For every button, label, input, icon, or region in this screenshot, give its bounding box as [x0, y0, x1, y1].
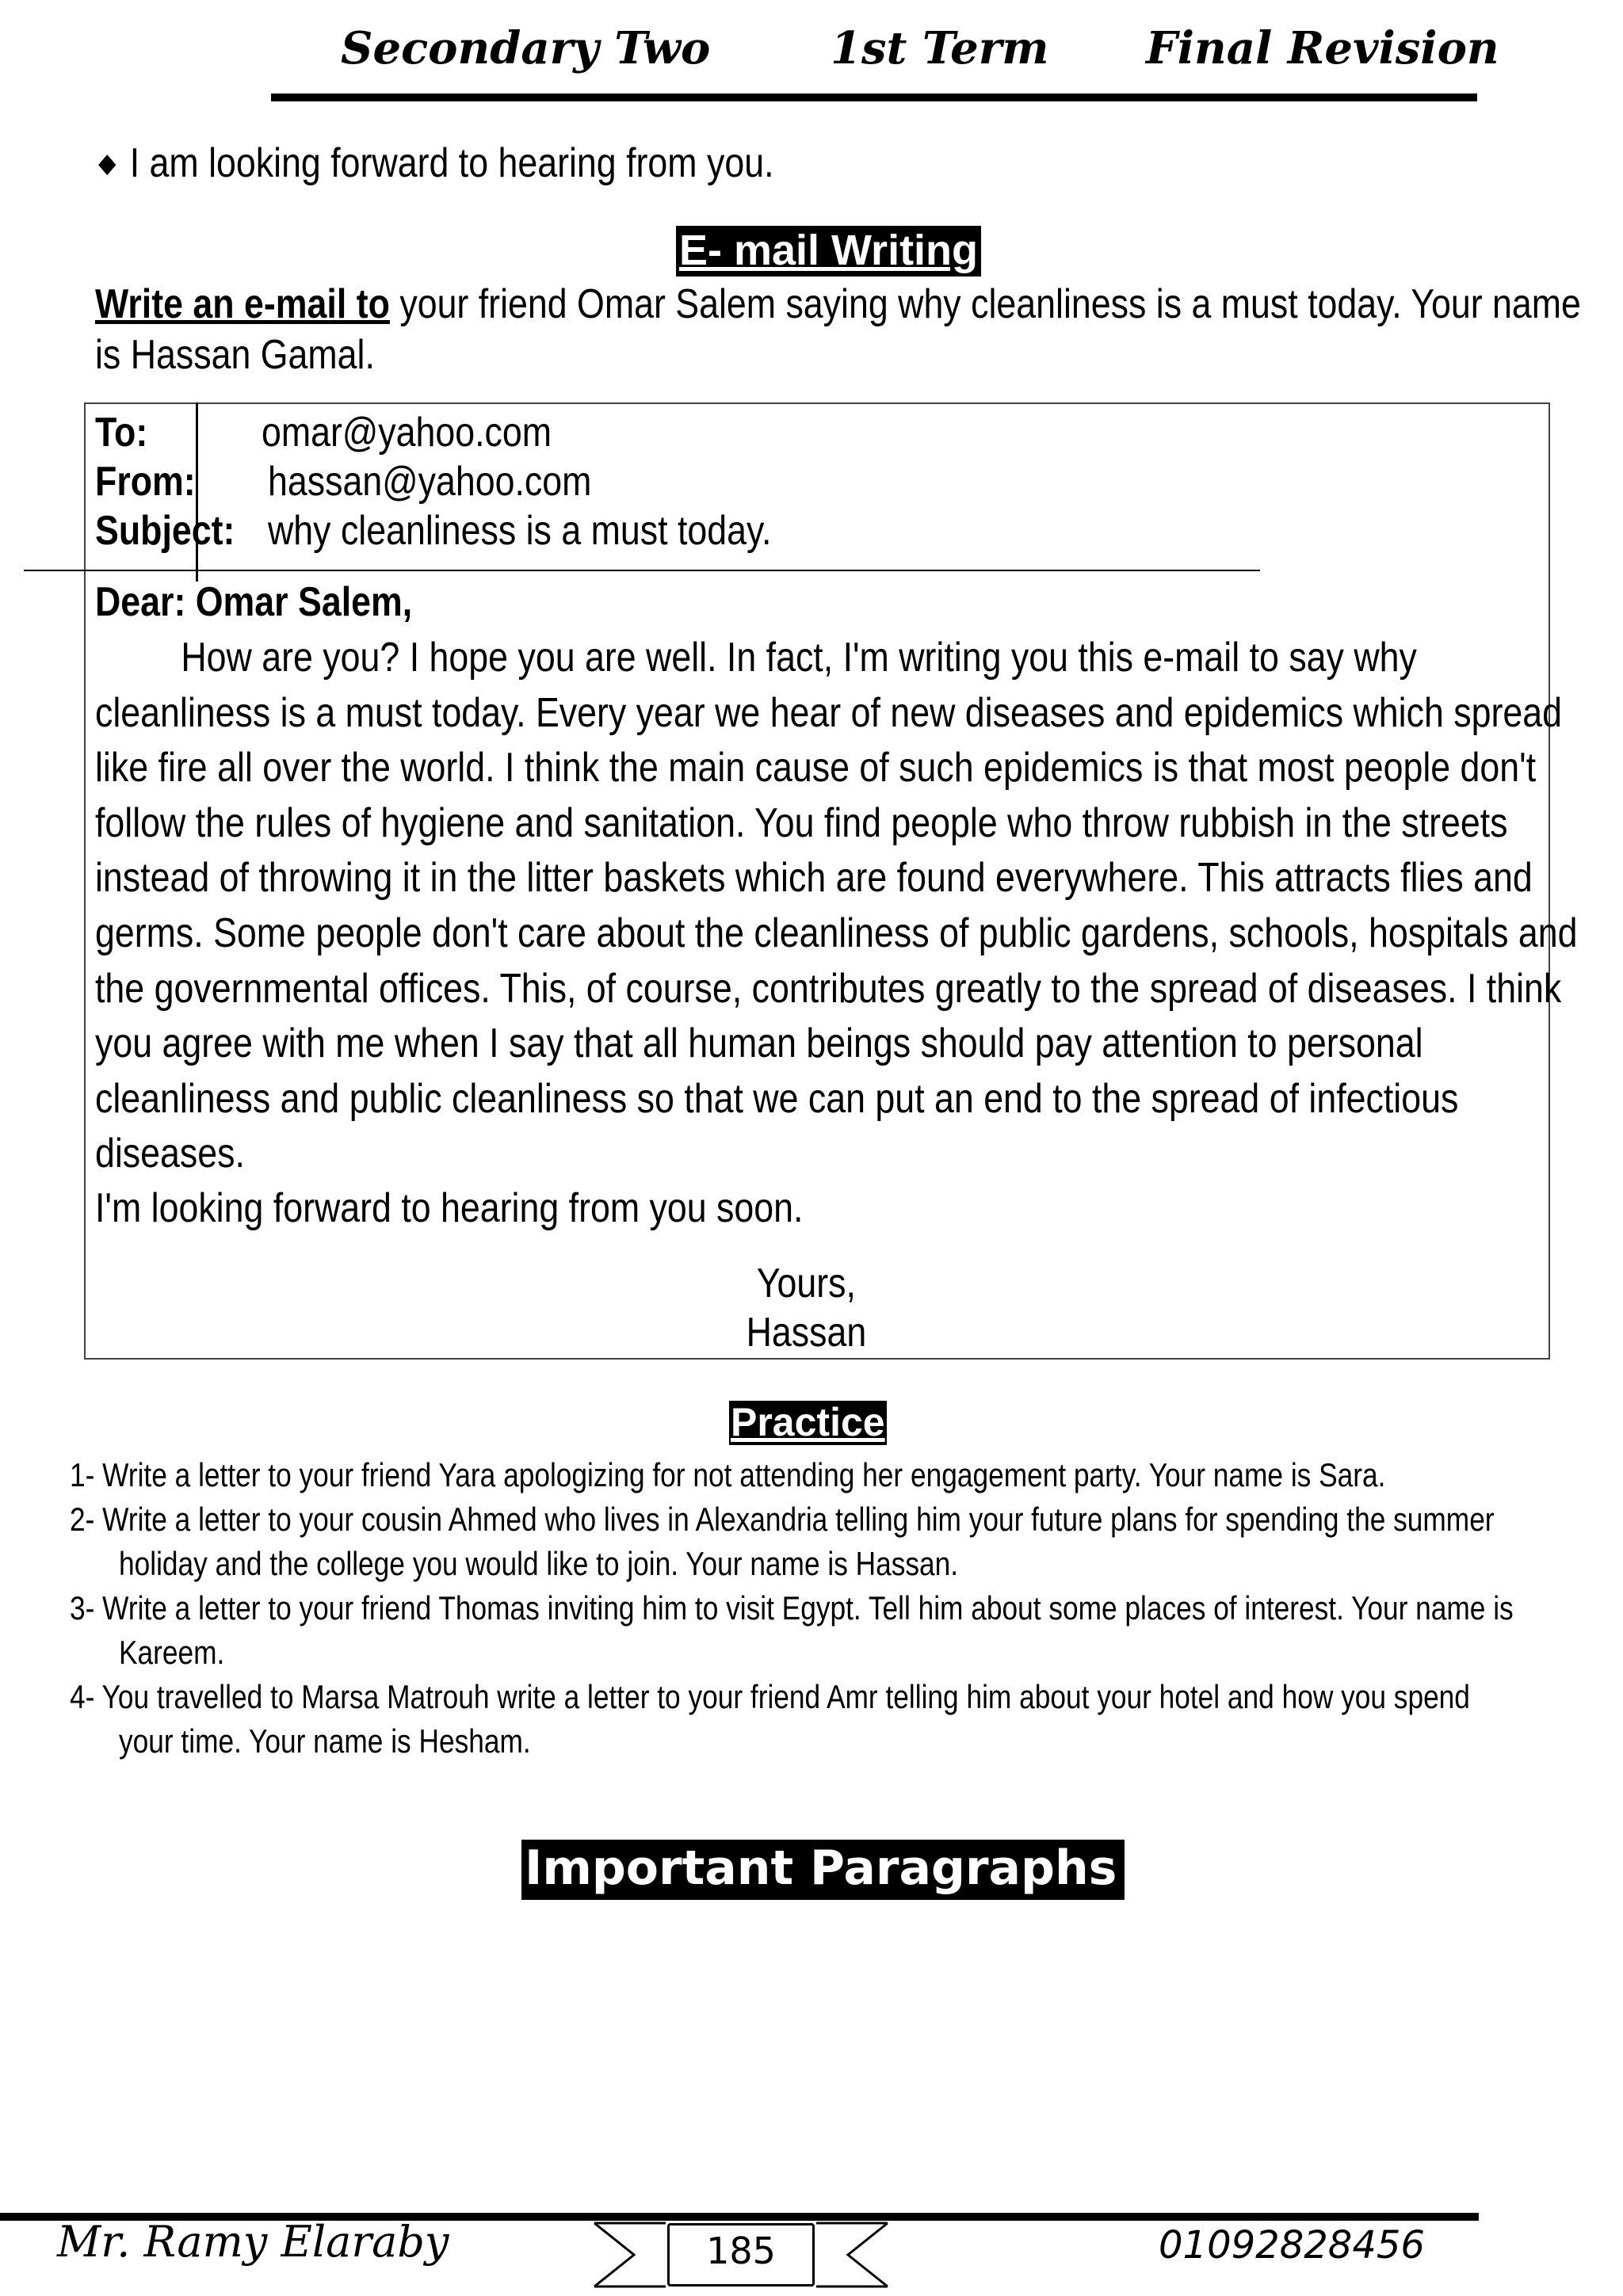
from-value: hassan@yahoo.com: [268, 459, 592, 505]
email-task-emphasis: Write an e-mail to: [95, 281, 390, 327]
to-label: To:: [95, 410, 148, 456]
practice-item-4-cont: your time. Your name is Hesham.: [119, 1722, 531, 1760]
email-body: [95, 631, 1581, 1182]
diamond-bullet-icon: ◆: [98, 148, 116, 178]
email-header-divider: [24, 570, 1260, 571]
email-subject-row: [95, 507, 235, 555]
practice-item-3-cont: Kareem.: [119, 1634, 225, 1671]
email-to-row: [95, 409, 147, 456]
practice-item-3: 3- Write a letter to your friend Thomas inviting him to visit Egypt. Tell him about some places of interest. Your name is: [70, 1589, 1514, 1627]
practice-item-4: 4- You travelled to Marsa Matrouh write a letter to your friend Amr telling him about your hotel and how you spend: [70, 1678, 1470, 1715]
email-body-text: How are you? I hope you are well. In fact, I'm writing you this e-mail to say why cleanliness is a must today. Every year we hear of new diseases and epidemics which spread like fire all over the world. I think the main cause of such epidemics is that most people don't follow the rules of hygiene and sanitation. You find people who throw rubbish in the streets instead of throwing it in the litter baskets which are found everywhere. This attracts flies and germs. Some people don't care about the cleanliness of public gardens, schools, hospitals and the governmental offices. This, of course, contributes greatly to the spread of diseases. I think you agree with me when I say that all human beings should pay attention to personal cleanliness and public cleanliness so that we can put an end to the spread of infectious diseases.: [95, 635, 1578, 1177]
email-task: [95, 279, 1602, 380]
email-greeting: Dear: Omar Salem,: [95, 579, 413, 625]
practice-item-1: 1- Write a letter to your friend Yara apologizing for not attending her engagement party. Your name is Sara.: [70, 1456, 1386, 1493]
email-closing: I'm looking forward to hearing from you soon.: [95, 1185, 804, 1231]
top-bullet: [98, 139, 774, 187]
practice-title: Practice: [731, 1400, 885, 1444]
email-signoff: Yours,: [756, 1261, 856, 1306]
footer-phone: 01092828456: [1159, 2223, 1425, 2267]
header-rule: [271, 93, 1477, 101]
footer-teacher-name: Mr. Ramy Elaraby: [57, 2217, 449, 2267]
subject-label: Subject:: [95, 508, 235, 554]
header-grade: Secondary Two: [341, 22, 711, 74]
email-from-row: [95, 458, 196, 505]
practice-item-2: 2- Write a letter to your cousin Ahmed who lives in Alexandria telling him your future plans for spending the summer: [70, 1501, 1495, 1538]
header-term: 1st Term: [831, 22, 1049, 74]
subject-value: why cleanliness is a must today.: [268, 508, 772, 554]
practice-item-2-cont: holiday and the college you would like to join. Your name is Hassan.: [119, 1545, 959, 1582]
important-paragraphs-title: Important Paragraphs: [521, 1840, 1125, 1900]
email-task-rest: your friend Omar Salem saying why cleanliness is a must today. Your name is Hassan Gamal.: [95, 281, 1581, 378]
top-bullet-text: I am looking forward to hearing from you.: [129, 140, 774, 186]
page-number: 185: [706, 2229, 776, 2272]
to-value: omar@yahoo.com: [262, 410, 552, 456]
from-label: From:: [95, 459, 196, 505]
email-section-title: E- mail Writing: [676, 226, 981, 277]
email-label-divider: [196, 402, 198, 582]
email-signature: Hassan: [746, 1310, 867, 1356]
header-revision: Final Revision: [1146, 22, 1499, 74]
